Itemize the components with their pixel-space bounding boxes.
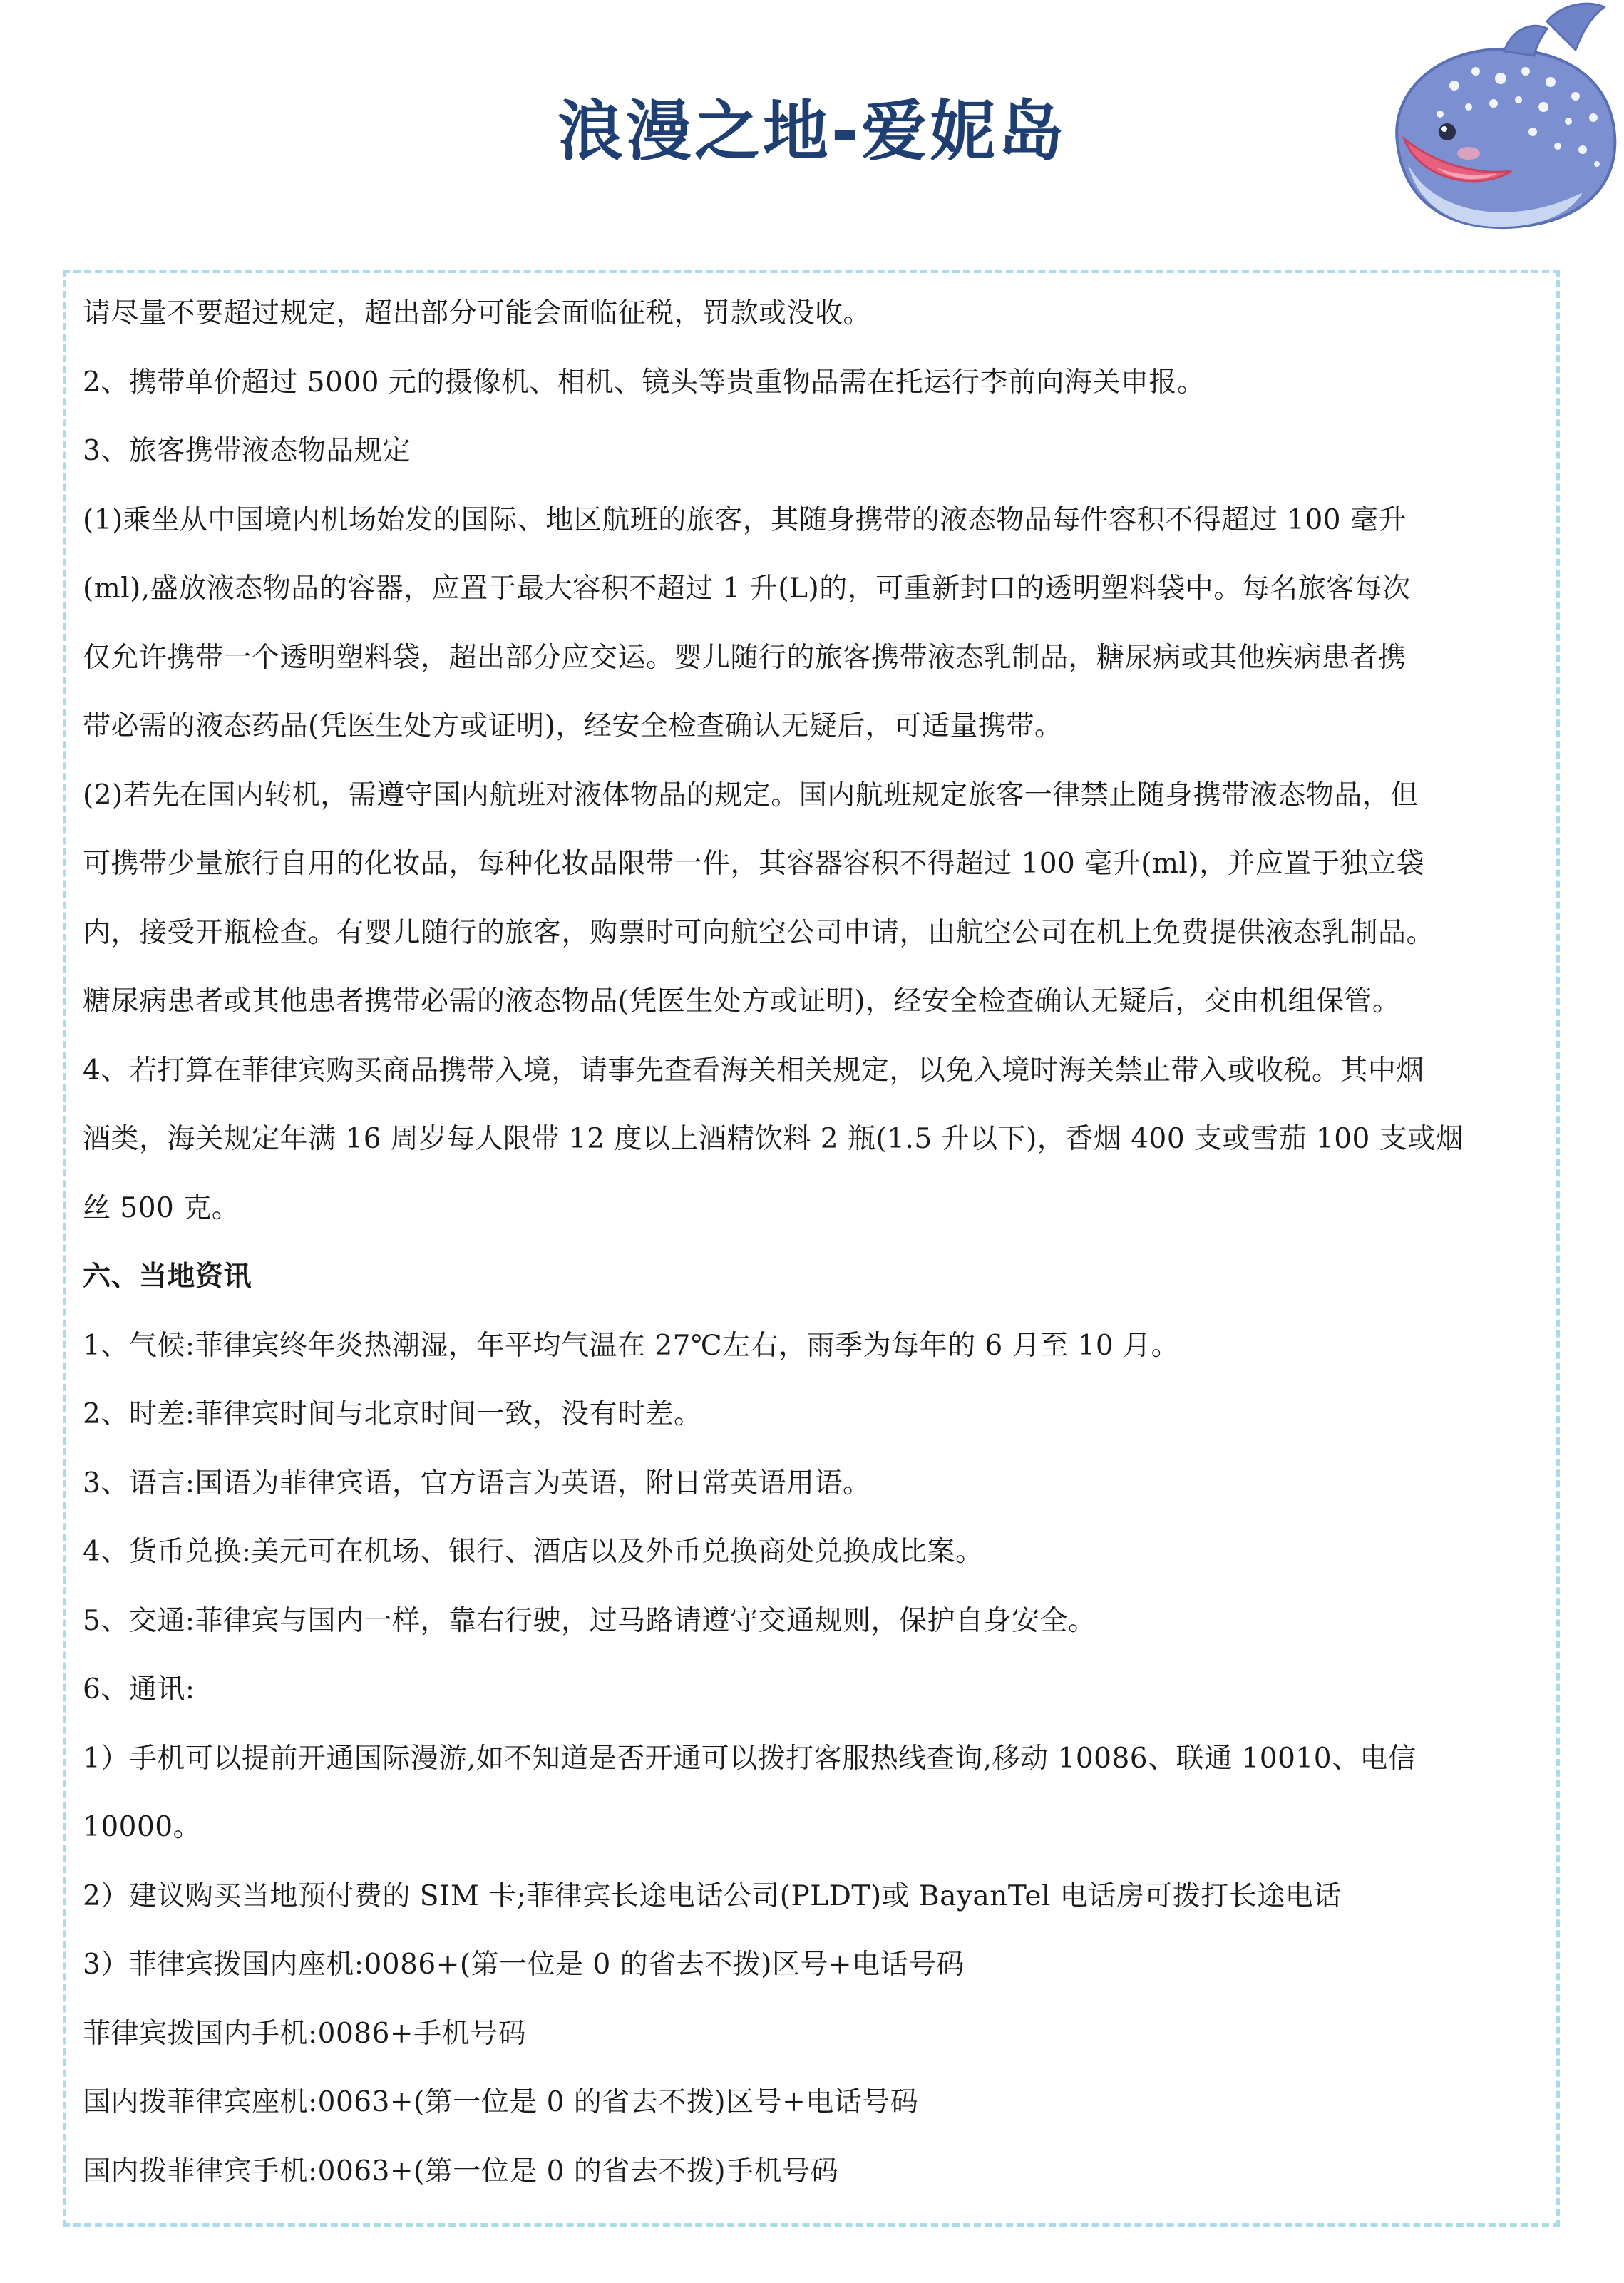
text-line: 国内拨菲律宾座机:0063+(第一位是 0 的省去不拨)区号+电话号码 [83,2086,919,2118]
text-line: 3、旅客携带液态物品规定 [83,435,411,467]
text-line: 请尽量不要超过规定，超出部分可能会面临征税，罚款或没收。 [83,297,872,329]
text-line: (ml),盛放液态物品的容器，应置于最大容积不超过 1 升(L)的，可重新封口的透明塑料袋中。每名旅客每次 [83,573,1411,605]
text-line: 2、携带单价超过 5000 元的摄像机、相机、镜头等贵重物品需在托运行李前向海关申报。 [83,366,1206,399]
text-line: 5、交通:菲律宾与国内一样，靠右行驶，过马路请遵守交通规则，保护自身安全。 [83,1604,1096,1637]
text-line: 酒类，海关规定年满 16 周岁每人限带 12 度以上酒精饮料 2 瓶(1.5 升以下)，香烟 400 支或雪茄 100 支或烟 [83,1123,1464,1155]
text-line: 国内拨菲律宾手机:0063+(第一位是 0 的省去不拨)手机号码 [83,2155,839,2187]
text-line: 6、通讯: [83,1673,195,1705]
text-line: 3、语言:国语为菲律宾语，官方语言为英语，附日常英语用语。 [83,1467,871,1499]
text-line: 3）菲律宾拨国内座机:0086+(第一位是 0 的省去不拨)区号+电话号码 [83,1949,965,1981]
text-line: 4、货币兑换:美元可在机场、银行、酒店以及外币兑换商处兑换成比案。 [83,1536,984,1568]
document-body [83,279,1551,2206]
text-line: 内，接受开瓶检查。有婴儿随行的旅客，购票时可向航空公司申请，由航空公司在机上免费提供液态乳制品。 [83,916,1435,949]
text-line: 10000。 [83,1811,202,1843]
page-title: 浪漫之地-爱妮岛 [557,93,1067,170]
whale-shark-icon [1369,0,1624,242]
text-line: (1)乘坐从中国境内机场始发的国际、地区航班的旅客，其随身携带的液态物品每件容积不得超过 100 毫升 [83,503,1407,536]
text-line: 2、时差:菲律宾时间与北京时间一致，没有时差。 [83,1398,702,1430]
text-line: 仅允许携带一个透明塑料袋，超出部分应交运。婴儿随行的旅客携带液态乳制品，糖尿病或其他疾病患者携 [83,641,1407,674]
text-line: 丝 500 克。 [83,1191,240,1224]
text-line: 1、气候:菲律宾终年炎热潮湿，年平均气温在 27℃左右，雨季为每年的 6 月至 10 月。 [83,1329,1180,1362]
text-line: 菲律宾拨国内手机:0086+手机号码 [83,2017,527,2050]
text-line: 带必需的液态药品(凭医生处方或证明)，经安全检查确认无疑后，可适量携带。 [83,710,1063,742]
text-line: (2)若先在国内转机，需遵守国内航班对液体物品的规定。国内航班规定旅客一律禁止随身携带液态物品，但 [83,779,1419,811]
text-line: 4、若打算在菲律宾购买商品携带入境，请事先查看海关相关规定，以免入境时海关禁止带入或收税。其中烟 [83,1054,1424,1087]
text-line: 1）手机可以提前开通国际漫游,如不知道是否开通可以拨打客服热线查询,移动 10086、联通 10010、电信 [83,1742,1417,1775]
text-line: 可携带少量旅行自用的化妆品，每种化妆品限带一件，其容器容积不得超过 100 毫升(ml)，并应置于独立袋 [83,848,1425,880]
text-line: 2）建议购买当地预付费的 SIM 卡;菲律宾长途电话公司(PLDT)或 BayanTel 电话房可拨打长途电话 [83,1879,1342,1912]
text-line: 糖尿病患者或其他患者携带必需的液态物品(凭医生处方或证明)，经安全检查确认无疑后，交由机组保管。 [83,985,1401,1017]
section-heading: 六、当地资讯 [83,1261,252,1293]
